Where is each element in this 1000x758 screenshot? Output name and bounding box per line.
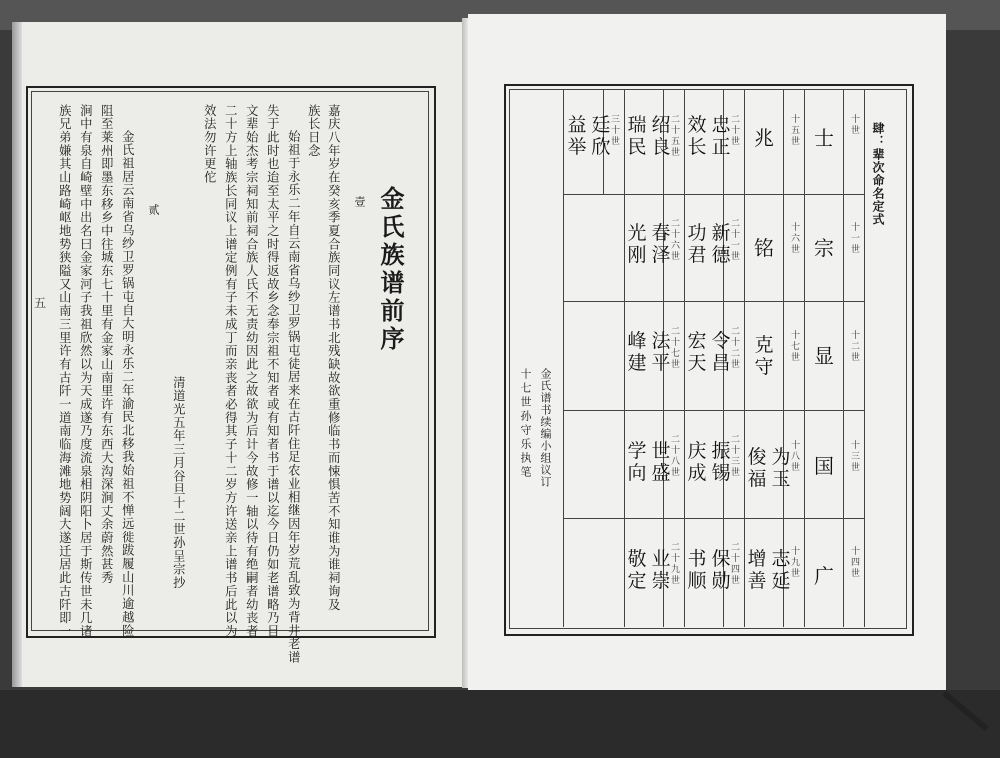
preface-column-1: 嘉庆八年岁在癸亥季夏合族同议左谱书北残缺故欲重修临书而悚惧苦不知谁为谁祠询及	[326, 104, 341, 612]
generation-word: 敬定	[627, 548, 647, 592]
background-bottom	[0, 690, 1000, 758]
generation-label: 二十九世	[669, 542, 679, 586]
preface-column-6: 二十方上轴族长同议上谱定例有子未成丁而亲丧者必得其子十二岁方许送亲上谱书后此以为	[223, 104, 238, 638]
table-row-divider	[563, 301, 864, 302]
preface-column-7: 效法勿许更佗	[202, 104, 217, 185]
generation-label: 二十世	[729, 114, 739, 147]
preface-column-3: 始祖于永乐二年自云南省乌纱卫罗锅屯徒居来在古阡住足农业相继因年岁荒乱致为背井老谱	[286, 130, 301, 664]
table-row-divider	[563, 410, 864, 411]
generation-word: 显	[814, 344, 834, 368]
generation-word: 学向	[627, 440, 647, 484]
generation-word: 铭	[754, 236, 774, 260]
generation-word: 廷欣	[591, 114, 611, 158]
generation-word: 法平	[651, 330, 671, 374]
generation-word: 宗	[814, 236, 834, 260]
table-divider	[843, 89, 844, 627]
generation-label: 二十七世	[669, 326, 679, 370]
generation-word: 书顺	[687, 548, 707, 592]
generation-word: 振锡	[711, 440, 731, 484]
generation-label: 二十六世	[669, 218, 679, 262]
section-two-column-4: 族兄弟嫌其山路崎岖地势狭隘又山南三里许有古阡一道南临海滩地势阔大遂迁居此古阡即一	[57, 104, 72, 638]
generation-word: 绍良	[651, 114, 671, 158]
left-page-edge	[12, 22, 22, 687]
table-divider	[563, 89, 564, 627]
preface-column-5: 文辈始杰考宗祠知前祠合族人氏不无责幼因此之故欲为后计今故修一轴以待有绝嗣者幼丧者	[244, 104, 259, 638]
generation-label: 十六世	[789, 222, 799, 255]
generation-label: 二十三世	[729, 434, 739, 478]
preface-column-4: 失于此时也迨至太平之时得返故乡念奉宗祖不知者或有知者书于谱以迄今日仍如老谱略乃目	[265, 104, 280, 638]
preface-column-2: 族长日念	[306, 104, 321, 158]
generation-label: 十五世	[789, 114, 799, 147]
section-two-column-1: 金氏祖居云南省乌纱卫罗锅屯自大明永乐二年渝民北移我始祖不惮远徙跋履山川逾越险	[120, 130, 135, 638]
generation-word: 忠正	[711, 114, 731, 158]
generation-word: 业崇	[651, 548, 671, 592]
generation-word: 兆	[754, 126, 774, 150]
generation-label: 十三世	[849, 440, 859, 473]
section-two-column-2: 阻至莱州即墨东移乡中往城东七十里有金家山南里许有东西大沟深涧丈余蔚然甚秀	[99, 104, 114, 585]
preface-signature: 清道光五年三月谷旦十二世孙呈宗抄	[171, 376, 186, 590]
section-one-marker: 壹	[353, 196, 366, 208]
table-row-divider	[563, 518, 864, 519]
generation-word: 保勋	[711, 548, 731, 592]
naming-table-title: 肆：辈次命名定式	[871, 122, 885, 226]
table-row-divider	[563, 194, 864, 195]
author-note: 十七世孙守乐执笔	[519, 368, 532, 480]
generation-word: 效长	[687, 114, 707, 158]
generation-word: 国	[814, 454, 834, 478]
generation-word: 新德	[711, 222, 731, 266]
section-two-column-3: 涧中有泉自崎壁中出名曰金家河子我祖欣然以为天成遂乃度流泉相阴阳卜居于斯传世未几诸	[78, 104, 93, 638]
generation-word: 士	[814, 126, 834, 150]
generation-label: 十世	[849, 114, 859, 136]
generation-label: 二十二世	[729, 326, 739, 370]
generation-word: 峰建	[627, 330, 647, 374]
table-divider	[744, 89, 745, 627]
generation-word: 庆成	[687, 440, 707, 484]
generation-label: 三十世	[609, 114, 619, 147]
generation-word: 功君	[687, 222, 707, 266]
generation-word: 志延	[771, 548, 791, 592]
generation-word: 广	[814, 564, 834, 588]
generation-label: 二十八世	[669, 434, 679, 478]
generation-label: 十七世	[789, 330, 799, 363]
generation-word: 益举	[567, 114, 587, 158]
generation-label: 二十五世	[669, 114, 679, 158]
preface-title: 金氏族谱前序	[376, 186, 404, 354]
generation-label: 十一世	[849, 222, 859, 255]
generation-label: 十二世	[849, 330, 859, 363]
generation-word: 光刚	[627, 222, 647, 266]
generation-word: 瑞民	[627, 114, 647, 158]
generation-word: 俊福	[747, 446, 767, 490]
generation-word: 宏天	[687, 330, 707, 374]
generation-word: 世盛	[651, 440, 671, 484]
generation-word: 春泽	[651, 222, 671, 266]
table-divider	[804, 89, 805, 627]
table-divider	[783, 89, 784, 627]
section-two-marker: 贰	[147, 204, 160, 216]
generation-word: 令昌	[711, 330, 731, 374]
generation-word: 增善	[747, 548, 767, 592]
table-divider	[864, 89, 865, 627]
generation-word: 克守	[754, 334, 774, 378]
generation-label: 十四世	[849, 546, 859, 579]
generation-label: 十八世	[789, 440, 799, 473]
generation-label: 十九世	[789, 546, 799, 579]
generation-label: 二十四世	[729, 542, 739, 586]
page-number: 五	[34, 296, 47, 310]
compilation-note: 金氏谱书续编小组议订	[539, 368, 552, 488]
generation-label: 二十一世	[729, 218, 739, 262]
generation-word: 为玉	[771, 446, 791, 490]
